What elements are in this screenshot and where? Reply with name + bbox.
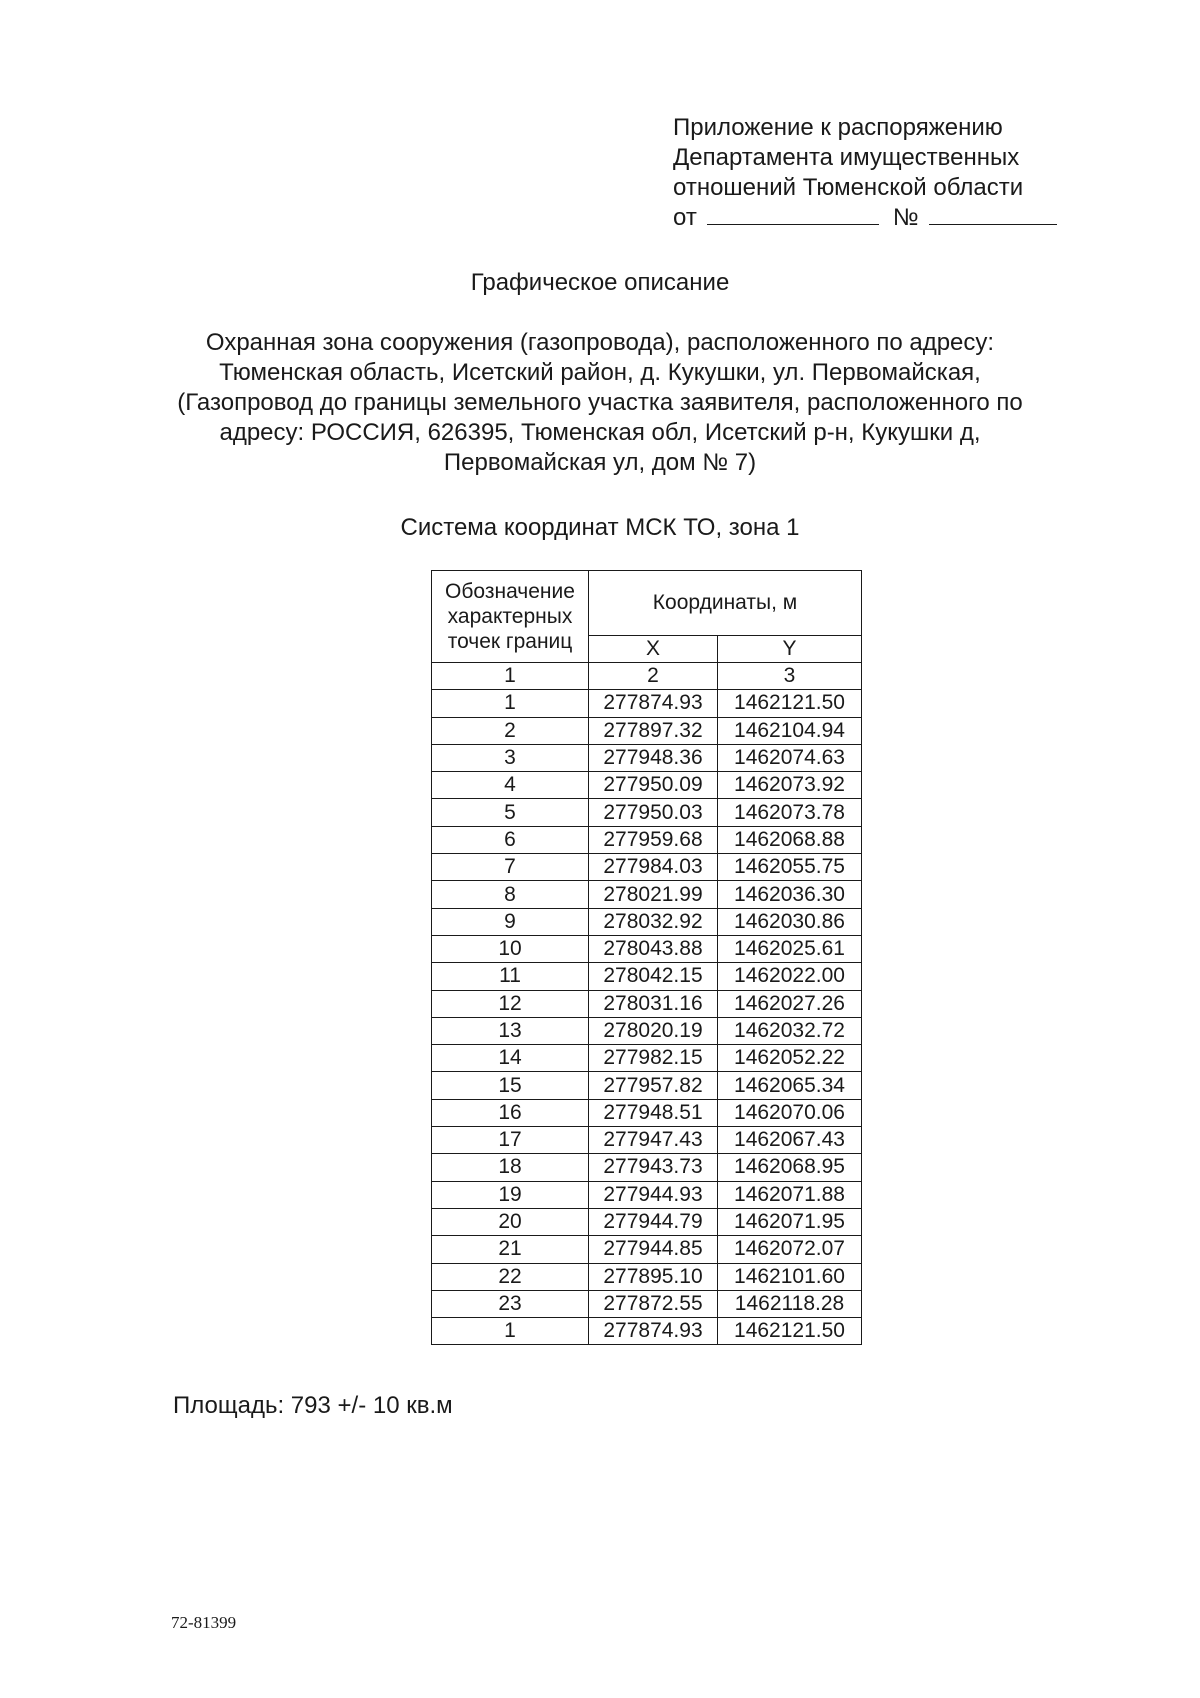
- from-label: от: [673, 204, 697, 231]
- y-cell: 1462074.63: [718, 744, 862, 771]
- table-row: [432, 1099, 862, 1126]
- column-number: 3: [718, 663, 862, 690]
- number-label: №: [892, 204, 919, 231]
- point-cell: 8: [432, 881, 589, 908]
- point-cell: 12: [432, 990, 589, 1017]
- table-row: [432, 1154, 862, 1181]
- table-row: [432, 1208, 862, 1235]
- y-cell: 1462121.50: [718, 1318, 862, 1345]
- point-cell: 11: [432, 963, 589, 990]
- point-cell: 7: [432, 854, 589, 881]
- table-row: [432, 963, 862, 990]
- table-row: [432, 1017, 862, 1044]
- point-cell: 5: [432, 799, 589, 826]
- area-label: Площадь: 793 +/- 10 кв.м: [173, 1392, 453, 1419]
- table-row: [432, 690, 862, 717]
- table-row: [432, 935, 862, 962]
- table-row: [432, 1263, 862, 1290]
- y-cell: 1462027.26: [718, 990, 862, 1017]
- point-cell: 18: [432, 1154, 589, 1181]
- table-row: [432, 1127, 862, 1154]
- point-cell: 17: [432, 1127, 589, 1154]
- x-cell: 277950.09: [589, 772, 718, 799]
- x-cell: 278020.19: [589, 1017, 718, 1044]
- point-cell: 14: [432, 1045, 589, 1072]
- x-cell: 277872.55: [589, 1290, 718, 1317]
- y-cell: 1462032.72: [718, 1017, 862, 1044]
- table-row: [432, 1181, 862, 1208]
- x-cell: 278032.92: [589, 908, 718, 935]
- subject-line-3: (Газопровод до границы земельного участка заявителя, расположенного по: [177, 389, 1023, 416]
- table-row: [432, 908, 862, 935]
- y-cell: 1462068.88: [718, 826, 862, 853]
- x-cell: 277984.03: [589, 854, 718, 881]
- header-x: X: [589, 636, 718, 663]
- y-cell: 1462067.43: [718, 1127, 862, 1154]
- point-cell: 15: [432, 1072, 589, 1099]
- point-cell: 22: [432, 1263, 589, 1290]
- number-blank: [929, 203, 1057, 225]
- point-cell: 6: [432, 826, 589, 853]
- y-cell: 1462104.94: [718, 717, 862, 744]
- x-cell: 277947.43: [589, 1127, 718, 1154]
- table-row: [432, 1318, 862, 1345]
- x-cell: 278031.16: [589, 990, 718, 1017]
- coordinate-system-label: Система координат МСК ТО, зона 1: [400, 514, 800, 541]
- point-cell: 21: [432, 1236, 589, 1263]
- table-row: [432, 1290, 862, 1317]
- table-row: [432, 1045, 862, 1072]
- table-row: [432, 744, 862, 771]
- y-cell: 1462121.50: [718, 690, 862, 717]
- header-designation-line-2: характерных: [447, 605, 573, 628]
- x-cell: 277897.32: [589, 717, 718, 744]
- y-cell: 1462071.88: [718, 1181, 862, 1208]
- table-row: [432, 772, 862, 799]
- y-cell: 1462068.95: [718, 1154, 862, 1181]
- point-cell: 10: [432, 935, 589, 962]
- y-cell: 1462036.30: [718, 881, 862, 908]
- point-cell: 1: [432, 1318, 589, 1345]
- subject-line-1: Охранная зона сооружения (газопровода), расположенного по адресу:: [205, 329, 995, 356]
- y-cell: 1462070.06: [718, 1099, 862, 1126]
- header-designation-line-3: точек границ: [447, 630, 573, 653]
- annex-date-number-line: [673, 203, 1057, 233]
- x-cell: 278042.15: [589, 963, 718, 990]
- header-designation-line-1: Обозначение: [445, 580, 575, 603]
- y-cell: 1462101.60: [718, 1263, 862, 1290]
- table-row: [432, 826, 862, 853]
- y-cell: 1462071.95: [718, 1208, 862, 1235]
- annex-header: [673, 113, 1057, 233]
- annex-line-2: Департамента имущественных: [673, 144, 1020, 171]
- annex-line-3: отношений Тюменской области: [673, 174, 1024, 201]
- x-cell: 277959.68: [589, 826, 718, 853]
- document-number: 72-81399: [171, 1613, 237, 1632]
- x-cell: 277874.93: [589, 690, 718, 717]
- point-cell: 23: [432, 1290, 589, 1317]
- header-coordinates: Координаты, м: [589, 571, 862, 636]
- subject-description: [150, 328, 1050, 478]
- x-cell: 278021.99: [589, 881, 718, 908]
- x-cell: 277895.10: [589, 1263, 718, 1290]
- x-cell: 277943.73: [589, 1154, 718, 1181]
- coordinates-table: [431, 570, 862, 1345]
- x-cell: 278043.88: [589, 935, 718, 962]
- y-cell: 1462055.75: [718, 854, 862, 881]
- table-row: [432, 990, 862, 1017]
- annex-line-1: Приложение к распоряжению: [673, 114, 1003, 141]
- document-title: Графическое описание: [470, 269, 730, 296]
- point-cell: 13: [432, 1017, 589, 1044]
- subject-line-5: Первомайская ул, дом № 7): [443, 449, 757, 476]
- y-cell: 1462065.34: [718, 1072, 862, 1099]
- x-cell: 277948.36: [589, 744, 718, 771]
- y-cell: 1462072.07: [718, 1236, 862, 1263]
- x-cell: 277944.79: [589, 1208, 718, 1235]
- table-row: [432, 717, 862, 744]
- table-row: [432, 799, 862, 826]
- y-cell: 1462030.86: [718, 908, 862, 935]
- table-row: [432, 1236, 862, 1263]
- point-cell: 16: [432, 1099, 589, 1126]
- x-cell: 277950.03: [589, 799, 718, 826]
- y-cell: 1462118.28: [718, 1290, 862, 1317]
- x-cell: 277874.93: [589, 1318, 718, 1345]
- point-cell: 19: [432, 1181, 589, 1208]
- y-cell: 1462073.92: [718, 772, 862, 799]
- column-number: 1: [432, 663, 589, 690]
- header-y: Y: [718, 636, 862, 663]
- column-number-row: [432, 663, 862, 690]
- table-row: [432, 1072, 862, 1099]
- y-cell: 1462073.78: [718, 799, 862, 826]
- point-cell: 9: [432, 908, 589, 935]
- table-row: [432, 854, 862, 881]
- y-cell: 1462025.61: [718, 935, 862, 962]
- point-cell: 4: [432, 772, 589, 799]
- subject-line-4: адресу: РОССИЯ, 626395, Тюменская обл, Исетский р-н, Кукушки д,: [219, 419, 981, 446]
- header-designation: [432, 571, 589, 663]
- point-cell: 1: [432, 690, 589, 717]
- point-cell: 3: [432, 744, 589, 771]
- x-cell: 277957.82: [589, 1072, 718, 1099]
- date-blank: [707, 203, 879, 225]
- column-number: 2: [589, 663, 718, 690]
- y-cell: 1462022.00: [718, 963, 862, 990]
- x-cell: 277944.93: [589, 1181, 718, 1208]
- x-cell: 277944.85: [589, 1236, 718, 1263]
- point-cell: 20: [432, 1208, 589, 1235]
- x-cell: 277948.51: [589, 1099, 718, 1126]
- y-cell: 1462052.22: [718, 1045, 862, 1072]
- table-row: [432, 881, 862, 908]
- subject-line-2: Тюменская область, Исетский район, д. Кукушки, ул. Первомайская,: [219, 359, 981, 386]
- point-cell: 2: [432, 717, 589, 744]
- x-cell: 277982.15: [589, 1045, 718, 1072]
